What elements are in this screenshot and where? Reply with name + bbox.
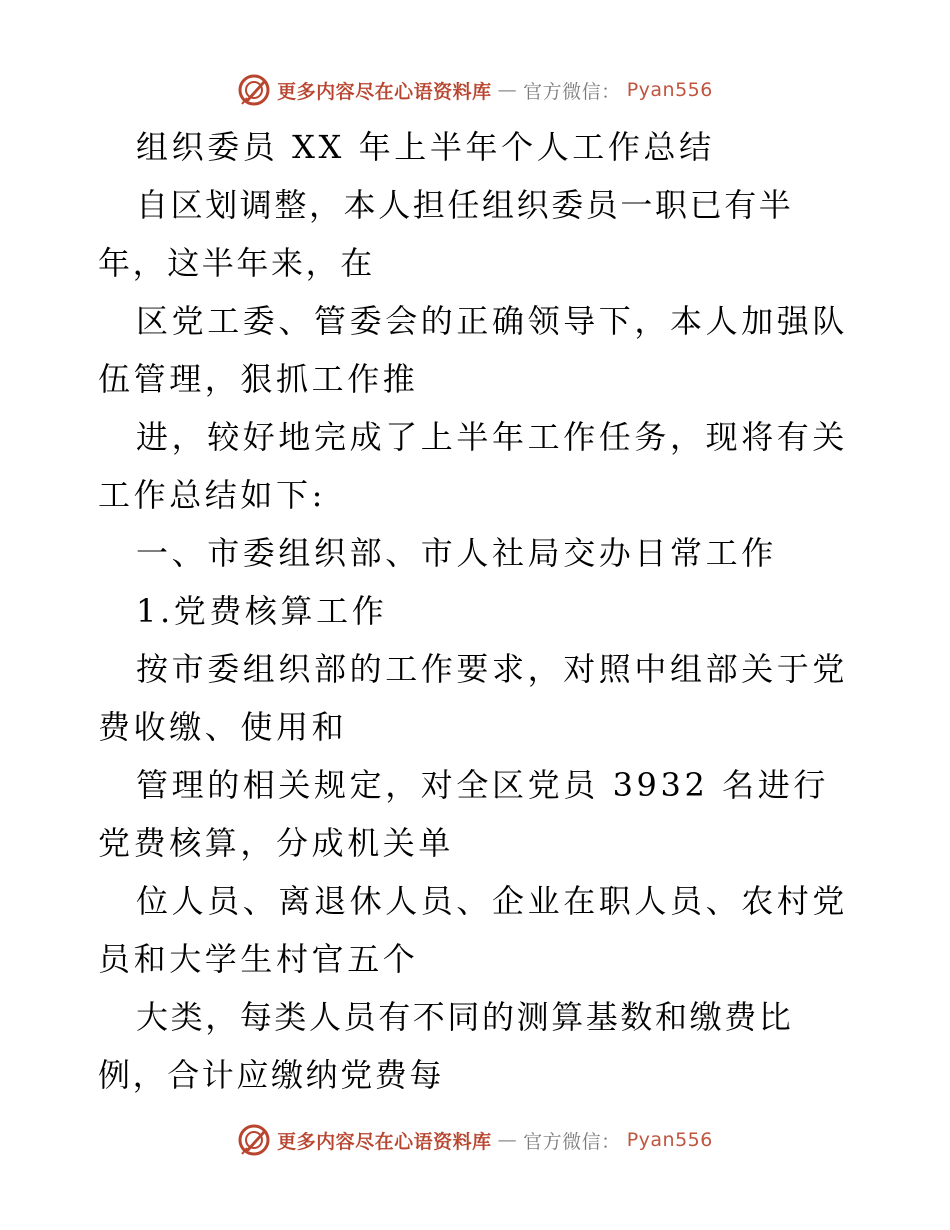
watermark-dash: —	[497, 79, 518, 101]
quill-logo-icon	[237, 73, 271, 107]
watermark-main-text: 更多内容尽在心语资料库	[277, 1130, 492, 1153]
paragraph: 进，较好地完成了上半年工作任务，现将有关工作总结如下:	[98, 418, 849, 514]
watermark-main-text: 更多内容尽在心语资料库	[277, 80, 492, 103]
footer-watermark	[0, 1120, 950, 1160]
quill-logo-icon	[237, 1123, 271, 1157]
paragraph: 管理的相关规定，对全区党员 3932 名进行党费核算，分成机关单	[98, 766, 829, 862]
document-title: 组织委员 XX 年上半年个人工作总结	[136, 128, 715, 166]
watermark-dash: —	[497, 1129, 518, 1151]
paragraph: 位人员、离退休人员、企业在职人员、农村党员和大学生村官五个	[98, 882, 849, 978]
watermark-wechat-id: Pyan556	[626, 1129, 713, 1151]
header-watermark	[0, 70, 950, 110]
document-body	[98, 118, 858, 1104]
watermark-sub-text: 官方微信：	[523, 1130, 621, 1153]
paragraph: 按市委组织部的工作要求，对照中组部关于党费收缴、使用和	[98, 650, 849, 746]
section-heading: 一、市委组织部、市人社局交办日常工作	[136, 534, 777, 572]
watermark-sub-text: 官方微信：	[523, 80, 621, 103]
watermark-wechat-id: Pyan556	[626, 79, 713, 101]
paragraph: 大类，每类人员有不同的测算基数和缴费比例，合计应缴纳党费每	[98, 998, 794, 1094]
paragraph: 自区划调整，本人担任组织委员一职已有半年，这半年来，在	[98, 186, 794, 282]
paragraph: 区党工委、管委会的正确领导下，本人加强队伍管理，狠抓工作推	[98, 302, 849, 398]
subsection-heading: 1.党费核算工作	[136, 592, 388, 630]
